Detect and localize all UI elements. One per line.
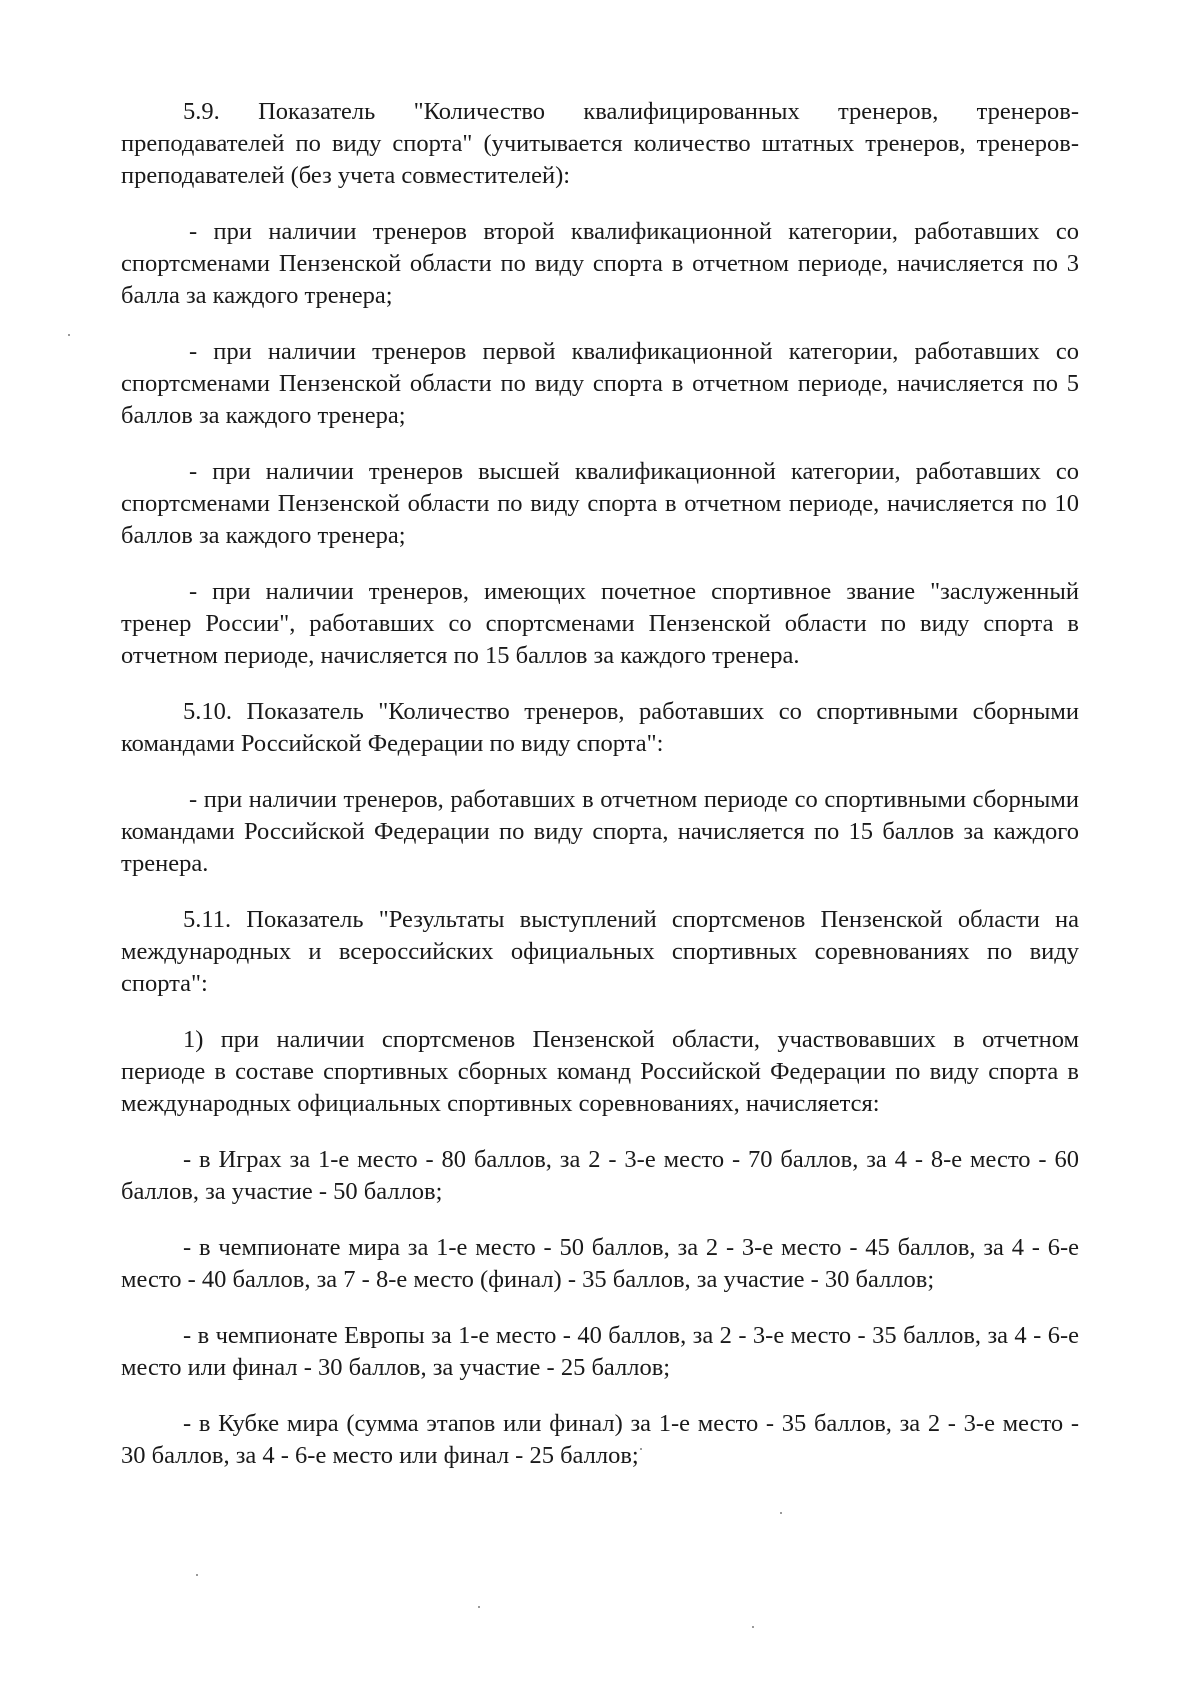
paragraph-5-9: 5.9. Показатель "Количество квалифицированных тренеров, тренеров-преподавателей по виду спорта" (учитывается количество штатных тренеров, тренеров-преподавателей (без учета совместителей): xyxy=(121,98,1079,189)
scan-speck xyxy=(68,334,70,336)
document-body xyxy=(121,96,1079,1496)
scan-speck xyxy=(780,1512,782,1514)
paragraph-world-cup-points: - в Кубке мира (сумма этапов или финал) за 1-е место - 35 баллов, за 2 - 3-е место - 30 баллов, за 4 - 6-е место или финал - 25 баллов; xyxy=(121,1410,1079,1469)
paragraph-european-championship-points: - в чемпионате Европы за 1-е место - 40 баллов, за 2 - 3-е место - 35 баллов, за 4 - 6-е место или финал - 30 баллов, за участие - 25 баллов; xyxy=(121,1322,1079,1381)
paragraph-national-team-coaches: - при наличии тренеров, работавших в отчетном периоде со спортивными сборными командами Российской Федерации по виду спорта, начисляется по 15 баллов за каждого тренера. xyxy=(121,786,1079,877)
scan-speck xyxy=(478,1606,480,1608)
paragraph-games-points: - в Играх за 1-е место - 80 баллов, за 2 - 3-е место - 70 баллов, за 4 - 8-е место - 60 баллов, за участие - 50 баллов; xyxy=(121,1146,1079,1205)
paragraph-first-category: - при наличии тренеров первой квалификационной категории, работавших со спортсменами Пензенской области по виду спорта в отчетном периоде, начисляется по 5 баллов за каждого тренера; xyxy=(121,338,1079,429)
paragraph-honored-coach: - при наличии тренеров, имеющих почетное спортивное звание "заслуженный тренер России", работавших со спортсменами Пензенской области по виду спорта в отчетном периоде, начисляется по 15 баллов за каждого тренера. xyxy=(121,578,1079,669)
paragraph-second-category: - при наличии тренеров второй квалификационной категории, работавших со спортсменами Пензенской области по виду спорта в отчетном периоде, начисляется по 3 балла за каждого тренера; xyxy=(121,218,1079,309)
scan-speck xyxy=(196,1574,198,1576)
paragraph-5-11: 5.11. Показатель "Результаты выступлений спортсменов Пензенской области на международных и всероссийских официальных спортивных соревнованиях по виду спорта": xyxy=(121,906,1079,997)
paragraph-international-intro: 1) при наличии спортсменов Пензенской области, участвовавших в отчетном периоде в составе спортивных сборных команд Российской Федерации по виду спорта в международных официальных спортивных соревнованиях, начисляется: xyxy=(121,1026,1079,1117)
paragraph-5-10: 5.10. Показатель "Количество тренеров, работавших со спортивными сборными командами Российской Федерации по виду спорта": xyxy=(121,698,1079,757)
scan-speck xyxy=(752,1626,754,1628)
scan-speck xyxy=(640,1448,642,1450)
paragraph-highest-category: - при наличии тренеров высшей квалификационной категории, работавших со спортсменами Пензенской области по виду спорта в отчетном периоде, начисляется по 10 баллов за каждого тренера; xyxy=(121,458,1079,549)
paragraph-world-championship-points: - в чемпионате мира за 1-е место - 50 баллов, за 2 - 3-е место - 45 баллов, за 4 - 6-е место - 40 баллов, за 7 - 8-е место (финал) - 35 баллов, за участие - 30 баллов; xyxy=(121,1234,1079,1293)
